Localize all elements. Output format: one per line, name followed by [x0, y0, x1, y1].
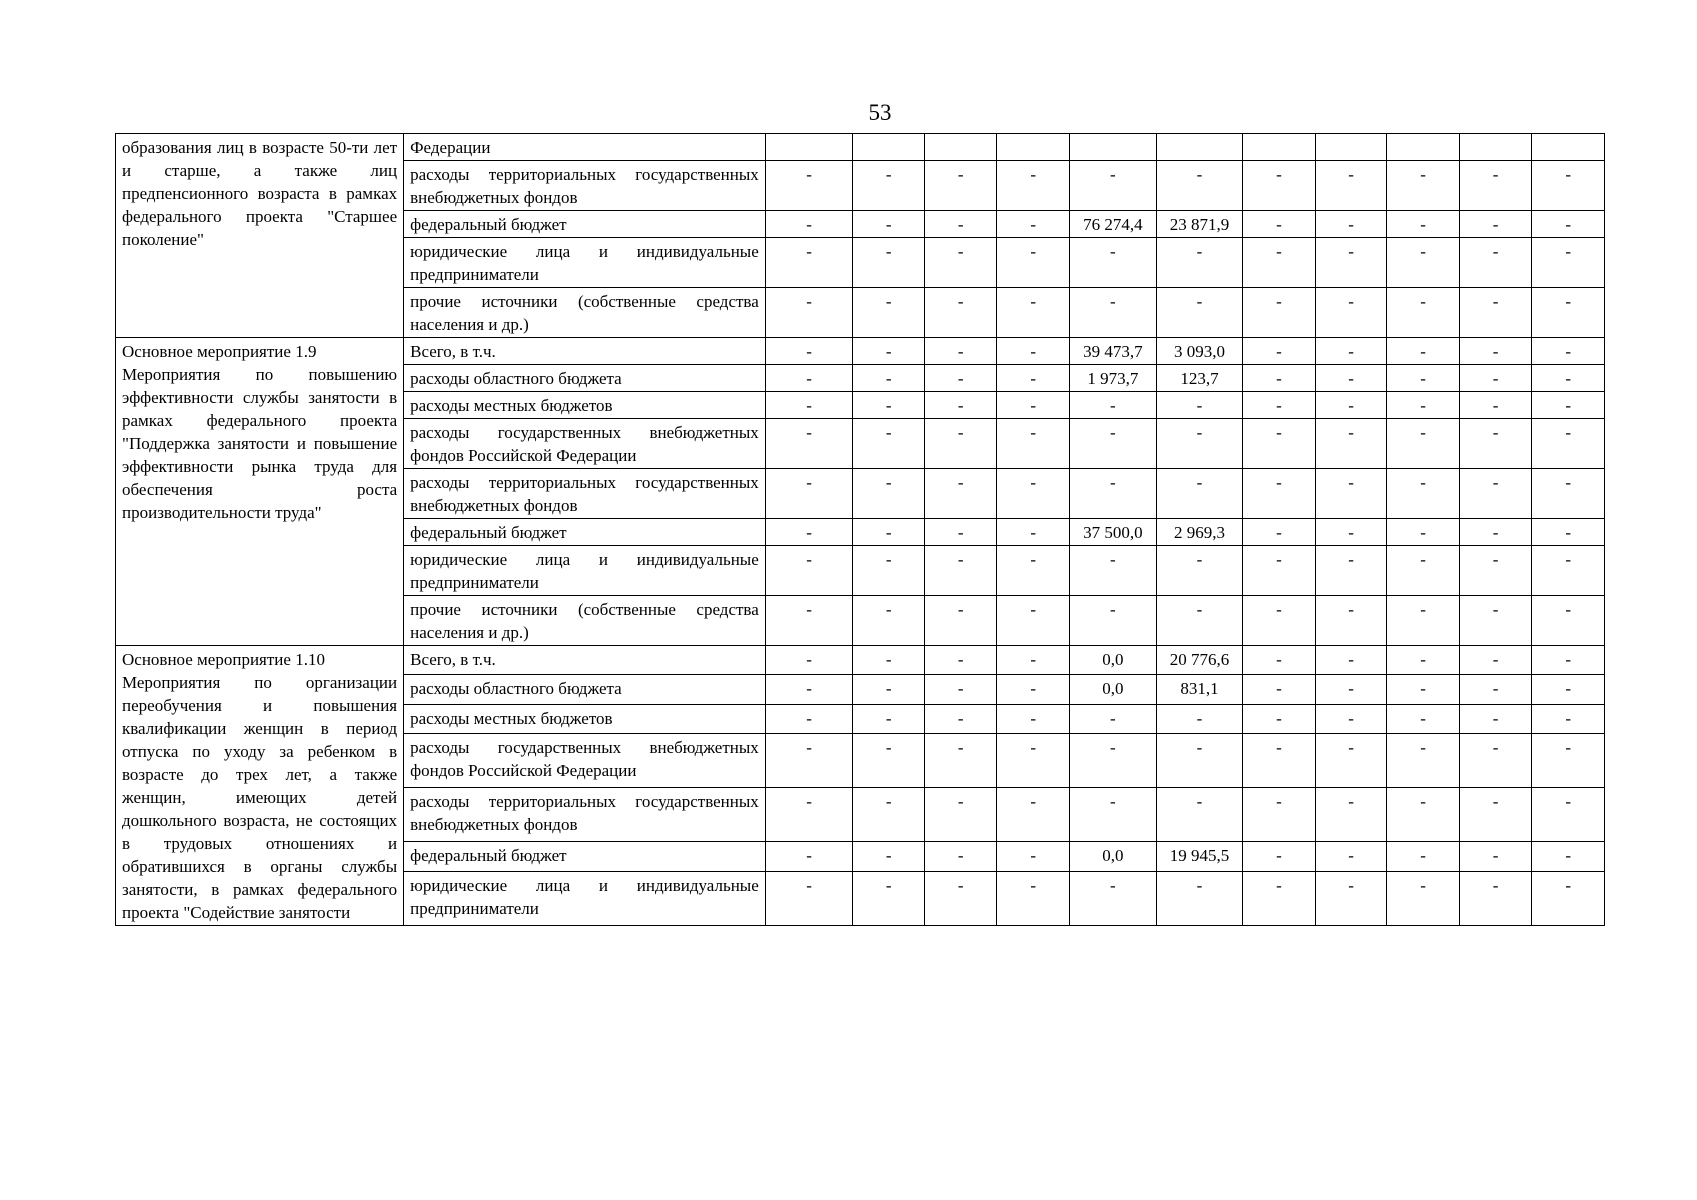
amount-cell: - [1459, 675, 1532, 704]
funding-source: федеральный бюджет [404, 211, 766, 238]
amount-cell: - [997, 646, 1070, 675]
funding-source: прочие источники (собственные средства населения и др.) [404, 288, 766, 338]
amount-cell: - [1156, 238, 1243, 288]
amount-cell: - [1315, 788, 1387, 842]
amount-cell: - [765, 675, 853, 704]
amount-cell: - [1459, 288, 1532, 338]
amount-cell: - [1387, 704, 1460, 733]
amount-cell: - [1243, 161, 1316, 211]
funding-source: расходы областного бюджета [404, 365, 766, 392]
amount-cell: - [1243, 419, 1316, 469]
amount-cell: - [997, 733, 1070, 787]
amount-cell: - [1243, 675, 1316, 704]
amount-cell: - [1532, 238, 1605, 288]
amount-cell [1532, 134, 1605, 161]
amount-cell: 20 776,6 [1156, 646, 1243, 675]
amount-cell: 19 945,5 [1156, 842, 1243, 871]
amount-cell: - [1243, 871, 1316, 925]
amount-cell: - [1156, 392, 1243, 419]
amount-cell: - [1070, 733, 1157, 787]
amount-cell: - [1243, 211, 1316, 238]
amount-cell: - [997, 842, 1070, 871]
amount-cell: - [1315, 338, 1387, 365]
amount-cell: - [1156, 596, 1243, 646]
amount-cell: - [1532, 211, 1605, 238]
amount-cell: - [924, 675, 997, 704]
funding-source: расходы областного бюджета [404, 675, 766, 704]
amount-cell: - [924, 546, 997, 596]
amount-cell: - [1532, 419, 1605, 469]
amount-cell: - [924, 469, 997, 519]
amount-cell: - [1243, 392, 1316, 419]
amount-cell: - [997, 238, 1070, 288]
amount-cell: - [1459, 842, 1532, 871]
table-body [116, 134, 1605, 926]
amount-cell: - [765, 288, 853, 338]
amount-cell: - [1387, 338, 1460, 365]
amount-cell: - [1156, 733, 1243, 787]
amount-cell: - [765, 238, 853, 288]
amount-cell: - [1243, 238, 1316, 288]
amount-cell: - [1387, 646, 1460, 675]
amount-cell: - [1459, 161, 1532, 211]
table-row [116, 338, 1605, 365]
amount-cell: - [1532, 546, 1605, 596]
amount-cell: - [1070, 419, 1157, 469]
amount-cell: - [853, 733, 925, 787]
funding-source: федеральный бюджет [404, 842, 766, 871]
amount-cell: - [1156, 704, 1243, 733]
amount-cell: 831,1 [1156, 675, 1243, 704]
amount-cell: - [1532, 788, 1605, 842]
amount-cell: - [1243, 788, 1316, 842]
amount-cell: - [1315, 469, 1387, 519]
amount-cell: - [1156, 546, 1243, 596]
amount-cell: - [1243, 365, 1316, 392]
amount-cell: - [997, 392, 1070, 419]
amount-cell: - [853, 469, 925, 519]
amount-cell: - [765, 211, 853, 238]
amount-cell: - [1387, 469, 1460, 519]
amount-cell: - [1315, 238, 1387, 288]
amount-cell: - [765, 733, 853, 787]
amount-cell: - [1243, 596, 1316, 646]
amount-cell: - [1387, 211, 1460, 238]
amount-cell: - [1459, 596, 1532, 646]
amount-cell: - [1243, 469, 1316, 519]
amount-cell: - [1532, 469, 1605, 519]
amount-cell: 3 093,0 [1156, 338, 1243, 365]
amount-cell: 2 969,3 [1156, 519, 1243, 546]
amount-cell: - [924, 392, 997, 419]
funding-source: юридические лица и индивидуальные предприниматели [404, 546, 766, 596]
amount-cell: 23 871,9 [1156, 211, 1243, 238]
amount-cell: - [765, 392, 853, 419]
amount-cell: - [924, 788, 997, 842]
amount-cell: - [1070, 788, 1157, 842]
amount-cell: - [1070, 469, 1157, 519]
amount-cell: - [1387, 519, 1460, 546]
amount-cell: 76 274,4 [1070, 211, 1157, 238]
amount-cell: - [1315, 842, 1387, 871]
amount-cell: - [1243, 546, 1316, 596]
amount-cell: - [1532, 365, 1605, 392]
amount-cell [924, 134, 997, 161]
amount-cell: - [1315, 365, 1387, 392]
amount-cell: - [924, 161, 997, 211]
amount-cell: - [853, 211, 925, 238]
amount-cell: - [924, 596, 997, 646]
amount-cell: - [1315, 596, 1387, 646]
amount-cell: - [997, 546, 1070, 596]
funding-source: расходы территориальных государственных внебюджетных фондов [404, 788, 766, 842]
amount-cell: - [1532, 392, 1605, 419]
amount-cell: - [853, 704, 925, 733]
amount-cell: - [1315, 288, 1387, 338]
funding-source: прочие источники (собственные средства населения и др.) [404, 596, 766, 646]
amount-cell: - [1387, 392, 1460, 419]
amount-cell [1156, 134, 1243, 161]
amount-cell: - [853, 288, 925, 338]
amount-cell: - [1387, 596, 1460, 646]
amount-cell: - [1387, 365, 1460, 392]
amount-cell: - [853, 788, 925, 842]
amount-cell: - [924, 842, 997, 871]
amount-cell: - [1070, 392, 1157, 419]
measure-description: Мероприятия по повышению эффективности службы занятости в рамках федерального проекта "Поддержка занятости и повышение эффективности рынка труда для обеспечения роста производительности труда" [122, 365, 398, 522]
amount-cell: - [997, 788, 1070, 842]
amount-cell: - [1459, 871, 1532, 925]
amount-cell: - [1070, 238, 1157, 288]
measure-description-cell [116, 646, 404, 926]
amount-cell: - [1387, 161, 1460, 211]
amount-cell: - [853, 842, 925, 871]
amount-cell: - [1459, 788, 1532, 842]
amount-cell: - [765, 704, 853, 733]
amount-cell: - [997, 519, 1070, 546]
amount-cell: - [1070, 288, 1157, 338]
amount-cell: - [924, 238, 997, 288]
amount-cell: - [1532, 338, 1605, 365]
amount-cell: - [853, 365, 925, 392]
amount-cell: - [997, 704, 1070, 733]
amount-cell: - [1070, 546, 1157, 596]
amount-cell: - [853, 871, 925, 925]
amount-cell: - [853, 238, 925, 288]
amount-cell: - [1459, 704, 1532, 733]
amount-cell: - [1459, 211, 1532, 238]
amount-cell: - [765, 519, 853, 546]
amount-cell: 1 973,7 [1070, 365, 1157, 392]
measure-title: Основное мероприятие 1.9 [122, 342, 317, 361]
amount-cell: - [924, 211, 997, 238]
amount-cell [765, 134, 853, 161]
amount-cell [853, 134, 925, 161]
amount-cell: - [1387, 546, 1460, 596]
funding-source: расходы государственных внебюджетных фондов Российской Федерации [404, 419, 766, 469]
funding-source: Всего, в т.ч. [404, 646, 766, 675]
amount-cell: - [1532, 704, 1605, 733]
amount-cell: - [853, 519, 925, 546]
amount-cell: - [997, 288, 1070, 338]
amount-cell: - [1315, 646, 1387, 675]
measure-description-cell [116, 338, 404, 646]
amount-cell: - [1243, 842, 1316, 871]
amount-cell: - [1459, 238, 1532, 288]
amount-cell: - [924, 519, 997, 546]
amount-cell: - [1070, 596, 1157, 646]
amount-cell: - [765, 788, 853, 842]
amount-cell: 0,0 [1070, 675, 1157, 704]
amount-cell: - [1243, 519, 1316, 546]
amount-cell: - [1387, 733, 1460, 787]
amount-cell: - [765, 546, 853, 596]
amount-cell: - [997, 419, 1070, 469]
amount-cell: - [1243, 733, 1316, 787]
amount-cell: - [1070, 871, 1157, 925]
amount-cell: 39 473,7 [1070, 338, 1157, 365]
amount-cell: - [924, 704, 997, 733]
funding-source: федеральный бюджет [404, 519, 766, 546]
amount-cell: - [765, 596, 853, 646]
amount-cell: - [765, 365, 853, 392]
amount-cell: - [997, 675, 1070, 704]
amount-cell: - [997, 469, 1070, 519]
amount-cell: - [1315, 161, 1387, 211]
amount-cell: - [1387, 871, 1460, 925]
amount-cell: - [765, 469, 853, 519]
amount-cell: - [1156, 871, 1243, 925]
amount-cell: - [1532, 596, 1605, 646]
amount-cell: - [1532, 519, 1605, 546]
amount-cell: - [924, 646, 997, 675]
amount-cell: - [765, 842, 853, 871]
amount-cell: - [1315, 419, 1387, 469]
amount-cell: - [1532, 288, 1605, 338]
funding-source: юридические лица и индивидуальные предприниматели [404, 871, 766, 925]
funding-source: расходы государственных внебюджетных фондов Российской Федерации [404, 733, 766, 787]
amount-cell: - [1387, 788, 1460, 842]
amount-cell: - [1315, 704, 1387, 733]
amount-cell: - [853, 646, 925, 675]
amount-cell: - [853, 338, 925, 365]
amount-cell [1243, 134, 1316, 161]
amount-cell: - [1243, 288, 1316, 338]
amount-cell: - [765, 338, 853, 365]
amount-cell: - [1459, 338, 1532, 365]
amount-cell: - [1459, 419, 1532, 469]
amount-cell: - [1315, 392, 1387, 419]
amount-cell: - [1156, 161, 1243, 211]
funding-source: расходы местных бюджетов [404, 392, 766, 419]
amount-cell: - [997, 596, 1070, 646]
amount-cell: - [1532, 675, 1605, 704]
amount-cell: - [1459, 733, 1532, 787]
amount-cell: - [853, 392, 925, 419]
amount-cell: - [1243, 338, 1316, 365]
amount-cell: - [1315, 733, 1387, 787]
amount-cell: - [997, 161, 1070, 211]
amount-cell: - [1315, 675, 1387, 704]
amount-cell: - [1459, 546, 1532, 596]
amount-cell: - [853, 596, 925, 646]
amount-cell: - [1459, 365, 1532, 392]
amount-cell: - [1156, 469, 1243, 519]
amount-cell: - [1532, 871, 1605, 925]
amount-cell: - [997, 871, 1070, 925]
amount-cell: 0,0 [1070, 646, 1157, 675]
measure-description: Мероприятия по организации переобучения и повышения квалификации женщин в период отпуска по уходу за ребенком в возрасте до трех лет, а также женщин, имеющих детей дошкольного возраста, не состоящих в трудовых отношениях и обратившихся в органы службы занятости, в рамках федерального проекта "Содействие занятости [122, 673, 398, 922]
amount-cell: - [765, 419, 853, 469]
funding-source: расходы местных бюджетов [404, 704, 766, 733]
amount-cell: - [1243, 704, 1316, 733]
amount-cell [1315, 134, 1387, 161]
amount-cell: 37 500,0 [1070, 519, 1157, 546]
amount-cell: - [924, 365, 997, 392]
amount-cell: - [1459, 519, 1532, 546]
amount-cell: - [853, 419, 925, 469]
amount-cell: - [1387, 238, 1460, 288]
amount-cell: - [1459, 469, 1532, 519]
amount-cell [1070, 134, 1157, 161]
amount-cell: - [997, 338, 1070, 365]
amount-cell: - [1315, 211, 1387, 238]
funding-source: расходы территориальных государственных внебюджетных фондов [404, 161, 766, 211]
measure-title: Основное мероприятие 1.10 [122, 650, 325, 669]
amount-cell: - [1387, 675, 1460, 704]
amount-cell: - [1387, 419, 1460, 469]
amount-cell: - [924, 871, 997, 925]
amount-cell: - [1070, 704, 1157, 733]
amount-cell: - [1156, 288, 1243, 338]
amount-cell: - [1315, 546, 1387, 596]
amount-cell: - [924, 733, 997, 787]
amount-cell: - [1070, 161, 1157, 211]
amount-cell: - [1156, 419, 1243, 469]
page-number: 53 [868, 100, 892, 125]
funding-source: расходы территориальных государственных внебюджетных фондов [404, 469, 766, 519]
amount-cell [997, 134, 1070, 161]
amount-cell: - [853, 161, 925, 211]
amount-cell: - [1532, 161, 1605, 211]
budget-table [115, 133, 1605, 926]
amount-cell: 0,0 [1070, 842, 1157, 871]
amount-cell: - [997, 365, 1070, 392]
amount-cell: - [1243, 646, 1316, 675]
amount-cell: - [1459, 392, 1532, 419]
amount-cell: - [1532, 733, 1605, 787]
amount-cell: - [1156, 788, 1243, 842]
amount-cell [1459, 134, 1532, 161]
table-row [116, 646, 1605, 675]
amount-cell: - [924, 288, 997, 338]
amount-cell: - [1387, 842, 1460, 871]
funding-source: Федерации [404, 134, 766, 161]
amount-cell: - [1532, 842, 1605, 871]
amount-cell: - [997, 211, 1070, 238]
amount-cell: - [853, 675, 925, 704]
amount-cell: - [765, 161, 853, 211]
amount-cell: - [1459, 646, 1532, 675]
funding-source: юридические лица и индивидуальные предприниматели [404, 238, 766, 288]
amount-cell: - [1315, 871, 1387, 925]
amount-cell: - [1315, 519, 1387, 546]
measure-description: образования лиц в возрасте 50-ти лет и старше, а также лиц предпенсионного возраста в рамках федерального проекта "Старшее поколение" [122, 138, 398, 249]
amount-cell: - [765, 871, 853, 925]
amount-cell: 123,7 [1156, 365, 1243, 392]
amount-cell: - [1387, 288, 1460, 338]
amount-cell: - [765, 646, 853, 675]
measure-description-cell [116, 134, 404, 338]
funding-source: Всего, в т.ч. [404, 338, 766, 365]
amount-cell: - [1532, 646, 1605, 675]
amount-cell: - [853, 546, 925, 596]
table-row [116, 134, 1605, 161]
amount-cell [1387, 134, 1460, 161]
amount-cell: - [924, 419, 997, 469]
amount-cell: - [924, 338, 997, 365]
